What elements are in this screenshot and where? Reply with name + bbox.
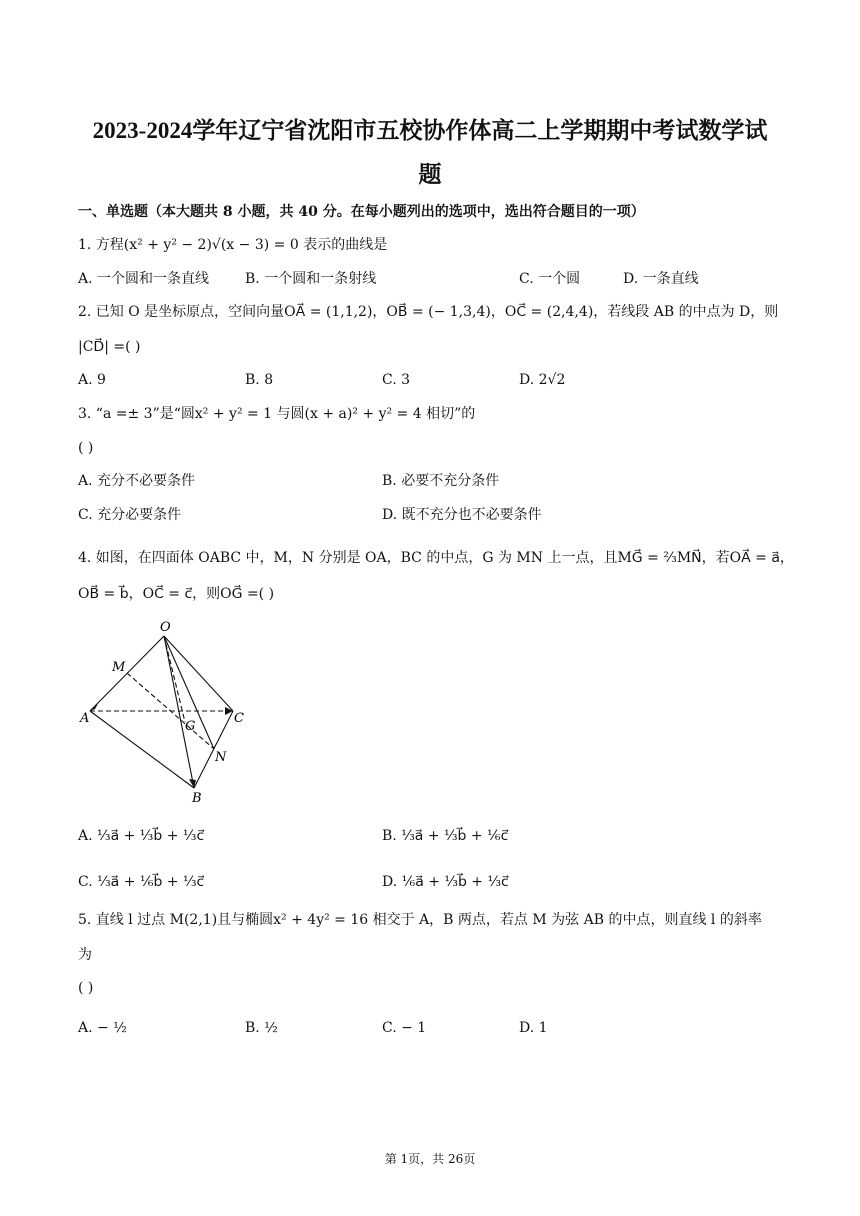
tetrahedron-figure xyxy=(78,618,253,808)
question-4-stem-line2: OB⃗ = b⃗，OC⃗ = c⃗，则OG⃗ =( ) xyxy=(78,586,275,602)
question-1-stem: 1. 方程(x² + y² − 2)√(x − 3) = 0 表示的曲线是 xyxy=(78,237,388,253)
q1-option-a: A. 一个圆和一条直线 xyxy=(78,271,210,287)
q4-option-d: D. ⅙a⃗ + ⅓b⃗ + ⅓c⃗ xyxy=(382,874,509,890)
edge-ab xyxy=(90,711,194,788)
label-n: N xyxy=(215,750,227,765)
q3-option-a: A. 充分不必要条件 xyxy=(78,473,196,489)
label-a: A xyxy=(80,711,90,726)
q1-option-c: C. 一个圆 xyxy=(519,271,581,287)
question-2-stem-line1: 2. 已知 O 是坐标原点，空间向量OA⃗ = (1,1,2)，OB⃗ = (− 1,3,4)，OC⃗ = (2,4,4)，若线段 AB 的中点为 D，则 xyxy=(78,304,779,320)
page-title-line1: 2023-2024学年辽宁省沈阳市五校协作体高二上学期期中考试数学试 xyxy=(92,118,768,143)
section-heading: 一、单选题（本大题共 8 小题，共 40 分。在每小题列出的选项中，选出符合题目的一项） xyxy=(78,204,645,220)
edge-oc xyxy=(164,636,233,711)
page-title-line2: 题 xyxy=(418,162,442,187)
q5-option-c: C. − 1 xyxy=(382,1020,427,1036)
question-5-stem-line3: ( ) xyxy=(78,980,94,996)
q5-option-a: A. − ½ xyxy=(78,1020,127,1036)
label-b: B xyxy=(192,791,202,806)
label-m: M xyxy=(112,660,126,675)
page-footer: 第 1页，共 26页 xyxy=(384,1152,476,1166)
q2-option-a: A. 9 xyxy=(78,372,106,388)
question-3-stem-line1: 3. “a =± 3”是“圆x² + y² = 1 与圆(x + a)² + y² = 4 相切”的 xyxy=(78,406,476,422)
q5-option-d: D. 1 xyxy=(519,1020,548,1036)
q3-option-b: B. 必要不充分条件 xyxy=(382,473,500,489)
q3-option-c: C. 充分必要条件 xyxy=(78,507,182,523)
question-4-stem-line1: 4. 如图，在四面体 OABC 中，M，N 分别是 OA，BC 的中点，G 为 MN 上一点，且MG⃗ = ⅔MN⃗，若OA⃗ = a⃗， xyxy=(78,550,794,566)
label-c: C xyxy=(234,711,244,726)
q1-option-b: B. 一个圆和一条射线 xyxy=(245,271,377,287)
segment-og xyxy=(164,636,185,722)
label-o: O xyxy=(160,620,171,635)
question-2-stem-line2: |CD⃗| =( ) xyxy=(78,339,141,355)
q4-option-c: C. ⅓a⃗ + ⅙b⃗ + ⅓c⃗ xyxy=(78,874,205,890)
q2-option-b: B. 8 xyxy=(245,372,274,388)
q2-option-d: D. 2√2 xyxy=(519,372,566,388)
q1-option-d: D. 一条直线 xyxy=(623,271,699,287)
edge-bc xyxy=(194,711,233,788)
edge-ob xyxy=(164,636,194,788)
label-g: G xyxy=(185,719,196,734)
question-5-stem-line1: 5. 直线 l 过点 M(2,1)且与椭圆x² + 4y² = 16 相交于 A，B 两点，若点 M 为弦 AB 的中点，则直线 l 的斜率 xyxy=(78,912,762,928)
arrow-a xyxy=(90,704,98,711)
q4-option-b: B. ⅓a⃗ + ⅓b⃗ + ⅙c⃗ xyxy=(382,828,509,844)
q2-option-c: C. 3 xyxy=(382,372,411,388)
q5-option-b: B. ½ xyxy=(245,1020,278,1036)
q4-option-a: A. ⅓a⃗ + ⅓b⃗ + ⅓c⃗ xyxy=(78,828,205,844)
question-5-stem-line2: 为 xyxy=(78,947,92,963)
question-3-stem-line2: ( ) xyxy=(78,440,94,456)
q3-option-d: D. 既不充分也不必要条件 xyxy=(382,507,542,523)
